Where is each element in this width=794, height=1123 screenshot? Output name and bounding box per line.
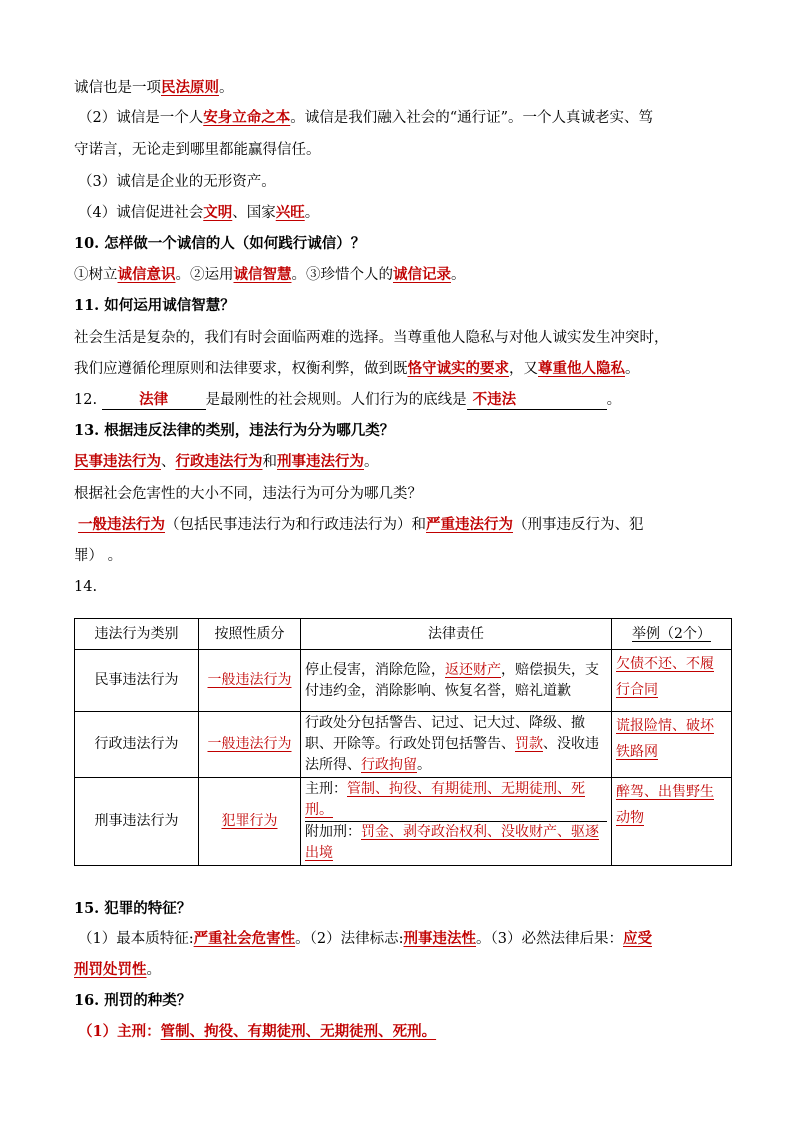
answer-13b-line2: 罪） 。 (74, 548, 123, 564)
answer-16 (78, 1022, 436, 1042)
text: 。 (364, 454, 379, 470)
answer-red: 严重违法行为 (426, 516, 513, 533)
text: 停止侵害，消除危险， (305, 661, 445, 678)
text: 附加刑： (305, 824, 361, 840)
answer-red: 行政拘留 (361, 757, 417, 773)
text: 12. (74, 392, 98, 408)
answer-red: 一般违法行为 (78, 516, 165, 533)
fill-blank (467, 391, 607, 410)
text: 诚信也是一项 (74, 80, 161, 96)
answer-red: 一般违法行为 (207, 736, 292, 752)
answer-red: 一般违法行为 (207, 672, 292, 688)
text: 。（2）法律标志: (295, 931, 404, 947)
answer-red: 文明 (203, 204, 233, 221)
answer-15-line1 (78, 929, 652, 949)
cell-nature (199, 778, 301, 866)
answer-red: 犯罪行为 (221, 813, 278, 829)
cell-example (612, 650, 732, 712)
text: （包括民事违法行为和行政违法行为）和 (165, 517, 426, 533)
answer-red: 罚金、剥夺政治权利、没收财产、驱逐出境 (305, 824, 599, 861)
answer-red: 诚信记录 (393, 266, 451, 283)
answer-red: 不违法 (472, 391, 517, 408)
table-header: 按照性质分 (199, 619, 301, 650)
text: 、 (161, 454, 176, 470)
answer-13 (74, 452, 379, 472)
text: 。 (417, 757, 431, 773)
text: 、国家 (232, 205, 276, 221)
text: （刑事违反行为、犯 (513, 517, 644, 533)
answer-red: 应受 (622, 930, 652, 947)
answer-red: 欠债不还、不履行合同 (616, 656, 714, 698)
answer-red: 谎报险情、破坏铁路网 (616, 718, 714, 760)
question-13b: 根据社会危害性的大小不同，违法行为可分为哪几类？ (74, 486, 422, 502)
line-point-2-cont: 守诺言，无论走到哪里都能赢得信任。 (74, 142, 321, 158)
answer-15-line2 (74, 960, 161, 980)
answer-red: 刑事违法性 (403, 930, 476, 947)
answer-red: 恪守诚实的要求 (407, 360, 509, 377)
text: 。 (146, 962, 161, 978)
question-11: 11. 如何运用诚信智慧？ (74, 297, 235, 314)
text: 是最刚性的社会规则。人们行为的底线是 (205, 392, 467, 408)
answer-red: 安身立命之本 (203, 109, 291, 126)
answer-red: 尊重他人隐私 (538, 360, 625, 377)
fill-blank (102, 391, 206, 410)
cell-nature (199, 712, 301, 778)
answer-red: 管制、拘役、有期徒刑、无期徒刑、死刑。 (305, 781, 585, 818)
text: 。 (606, 392, 622, 408)
cell-nature (199, 650, 301, 712)
text: （4）诚信促进社会 (78, 205, 204, 221)
text: 我们应遵循伦理原则和法律要求，权衡利弊，做到既 (74, 361, 408, 377)
line-point-4 (78, 203, 319, 223)
additional-penalty (305, 822, 607, 864)
cell-liability (301, 650, 612, 712)
main-penalty (305, 779, 607, 822)
table-header-row (75, 619, 732, 650)
text: 。③珍惜个人的 (291, 267, 393, 283)
answer-red: 罚款 (515, 736, 543, 752)
cell-liability (301, 712, 612, 778)
text: （1）最本质特征: (78, 931, 194, 947)
cell-category: 民事违法行为 (75, 650, 199, 712)
text: 。诚信是我们融入社会的“通行证”。一个人真诚老实、笃 (290, 110, 654, 126)
text: （1）主刑： (78, 1023, 161, 1040)
answer-red: 严重社会危害性 (193, 930, 296, 947)
cell-category: 行政违法行为 (75, 712, 199, 778)
answer-red: 管制、拘役、有期徒刑、无期徒刑、死刑。 (160, 1023, 437, 1040)
table-header: 违法行为类别 (75, 619, 199, 650)
answer-red: 法律 (139, 391, 169, 408)
cell-example (612, 778, 732, 866)
answer-11-line1: 社会生活是复杂的，我们有时会面临两难的选择。当尊重他人隐私与对他人诚实发生冲突时， (74, 330, 669, 346)
answer-red: 诚信意识 (117, 266, 176, 283)
question-12 (74, 390, 621, 410)
answer-13b-line1 (78, 515, 644, 535)
table-header: 法律责任 (301, 619, 612, 650)
text: 。 (304, 205, 320, 221)
text: 主刑： (305, 781, 347, 797)
text: 。 (451, 267, 466, 283)
answer-red: 行政违法行为 (175, 453, 263, 470)
line-point-3: （3）诚信是企业的无形资产。 (78, 174, 276, 190)
cell-liability (301, 778, 612, 866)
question-13: 13. 根据违反法律的类别，违法行为分为哪几类？ (74, 422, 395, 439)
answer-red: 诚信智慧 (233, 266, 292, 283)
question-15: 15. 犯罪的特征？ (74, 900, 192, 917)
text: ，又 (509, 361, 538, 377)
text: 。②运用 (175, 267, 234, 283)
answer-red: 兴旺 (275, 204, 305, 221)
table-row (75, 650, 732, 712)
illegal-acts-table (74, 618, 732, 866)
table-header (612, 619, 732, 650)
line-point-2 (78, 108, 653, 128)
text: 。 (219, 80, 234, 96)
answer-red: 刑事违法行为 (277, 453, 364, 470)
text: 和 (262, 454, 277, 470)
question-14: 14. (74, 579, 98, 595)
answer-red: 返还财产 (445, 661, 501, 678)
answer-red: 醉驾、出售野生动物 (616, 784, 714, 826)
cell-category: 刑事违法行为 (75, 778, 199, 866)
answer-10 (74, 265, 466, 285)
line-civil-principle (74, 78, 234, 98)
text: 行政处分包括警告、记过、记大过、降级、撤职、开除等。行政处罚包括警告、 (305, 715, 585, 752)
question-10: 10. 怎样做一个诚信的人（如何践行诚信）？ (74, 235, 366, 252)
text: ①树立 (74, 267, 118, 283)
answer-red: 刑罚处罚性 (74, 961, 147, 978)
text: 。（3）必然法律后果： (476, 931, 623, 947)
text: 、没收违法所得、 (305, 736, 599, 773)
text: （2）诚信是一个人 (78, 110, 204, 126)
answer-red: 民法原则 (161, 79, 219, 96)
answer-11-line2 (74, 359, 640, 379)
table-row (75, 712, 732, 778)
answer-red: 民事违法行为 (74, 453, 161, 470)
text: 。 (625, 361, 640, 377)
text: ，赔偿损失，支付违约金，消除影响、恢复名誉，赔礼道歉 (305, 661, 599, 699)
text: 举例（2个） (632, 625, 711, 642)
question-16: 16. 刑罚的种类？ (74, 992, 192, 1009)
cell-example (612, 712, 732, 778)
table-row (75, 778, 732, 866)
